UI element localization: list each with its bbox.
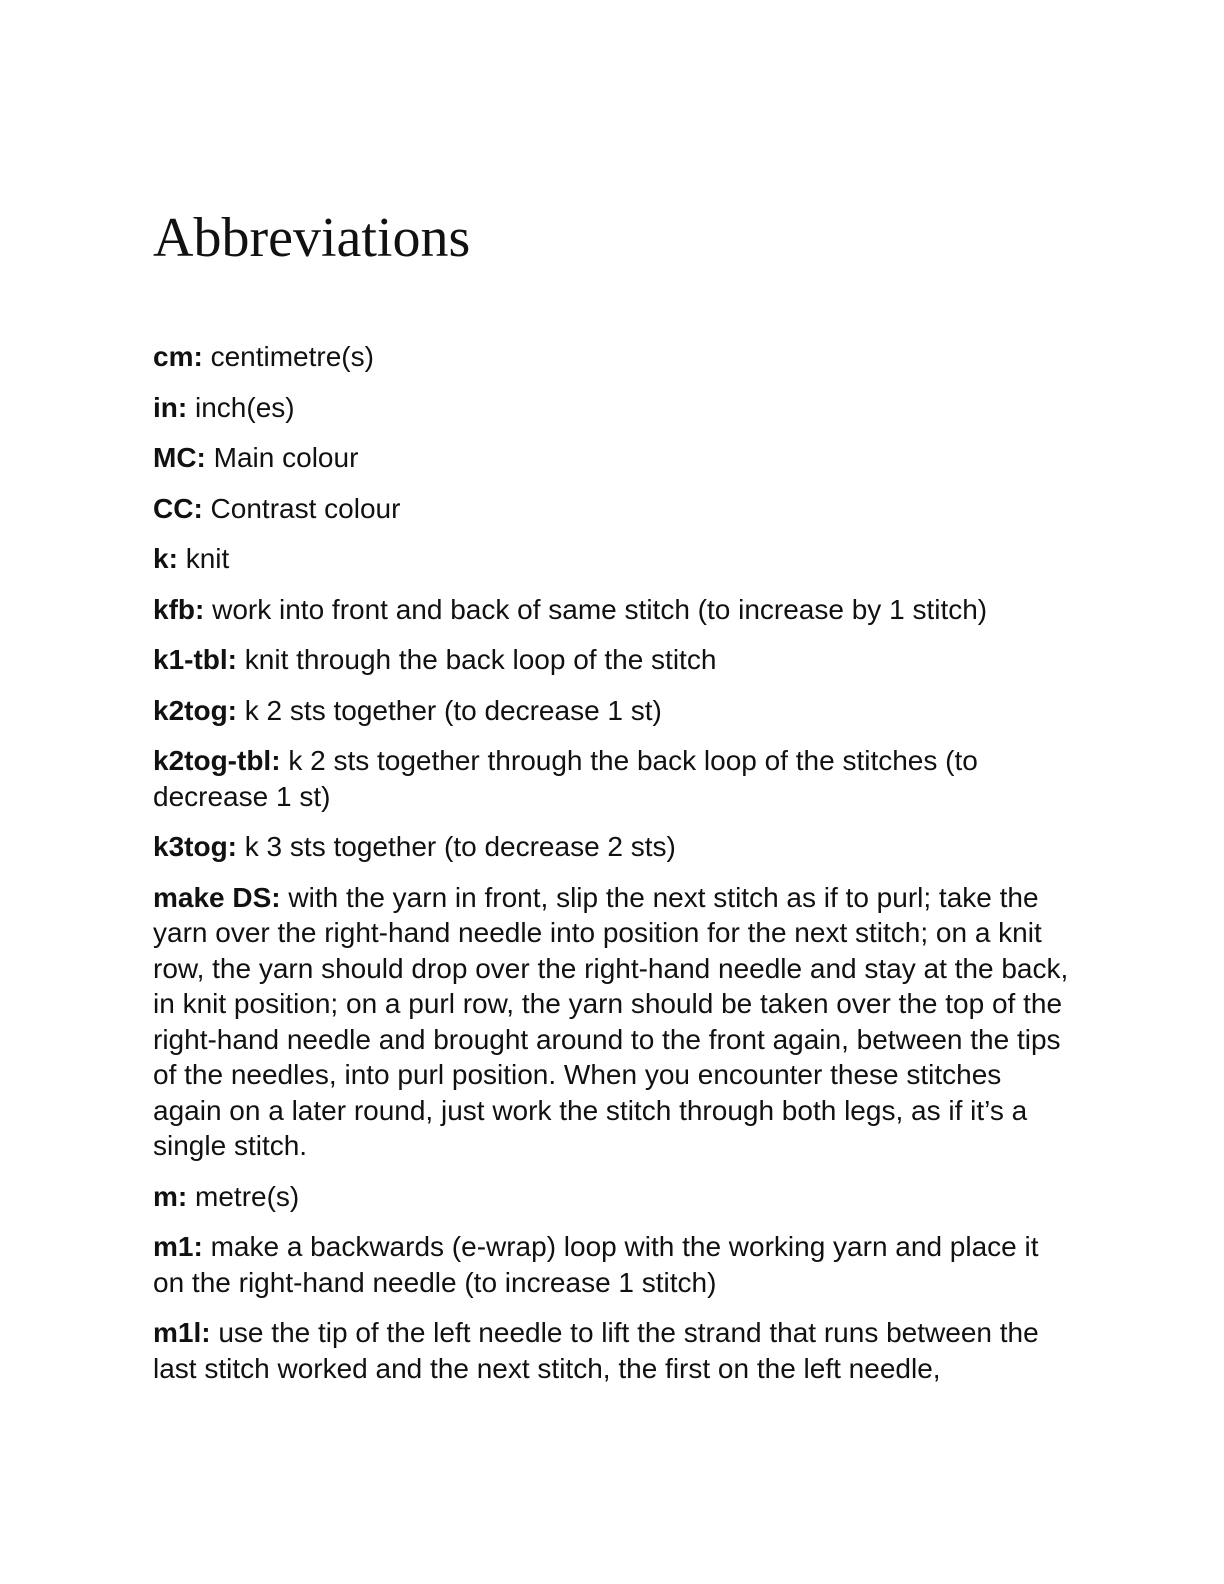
abbreviation-definition: Contrast colour <box>210 492 401 524</box>
abbreviation-entry-k <box>153 541 1073 577</box>
abbreviation-entry-k3tog <box>153 829 1073 865</box>
abbreviation-entry-cm <box>153 339 1073 375</box>
abbreviation-definition: with the yarn in front, slip the next stitch as if to purl; take the yarn over the right-hand needle into position for the next stitch; on a knit row, the yarn should drop over the right-hand needle and stay at the back, in knit position; on a purl row, the yarn should be taken over the top of the right-hand needle and brought around to the front again, between the tips of the needles, into purl position. When you encounter these stitches again on a later round, just work the stitch through both legs, as if it’s a single stitch. <box>153 881 1069 1161</box>
abbreviation-definition: knit through the back loop of the stitch <box>244 644 717 675</box>
abbreviation-entry-make-ds <box>153 880 1073 1164</box>
abbreviation-term: MC: <box>153 442 206 473</box>
abbreviation-definition: use the tip of the left needle to lift the strand that runs between the last stitch worked and the next stitch, the first on the left needle, <box>153 1317 1039 1384</box>
abbreviation-term: in: <box>153 391 188 423</box>
abbreviation-definition: k 3 sts together (to decrease 2 sts) <box>244 831 676 862</box>
abbreviation-entry-m1l <box>153 1315 1073 1386</box>
abbreviation-definition: inch(es) <box>195 391 295 423</box>
abbreviation-entry-cc <box>153 491 1073 527</box>
abbreviation-term: m1: <box>153 1231 203 1262</box>
abbreviation-list <box>153 339 1073 1386</box>
document-page <box>153 200 1073 1401</box>
abbreviation-definition: work into front and back of same stitch (to increase by 1 stitch) <box>212 593 988 625</box>
abbreviation-entry-in <box>153 390 1073 426</box>
abbreviation-entry-mc <box>153 440 1073 476</box>
abbreviation-definition: metre(s) <box>195 1180 300 1212</box>
abbreviation-entry-k2tog-tbl <box>153 743 1073 814</box>
abbreviation-term: cm: <box>153 341 203 372</box>
abbreviation-definition: make a backwards (e-wrap) loop with the working yarn and place it on the right-hand needle (to increase 1 stitch) <box>153 1231 1039 1298</box>
abbreviation-definition: knit <box>185 543 230 574</box>
abbreviation-definition: Main colour <box>213 442 359 473</box>
abbreviation-term: k: <box>153 543 178 574</box>
abbreviation-term: kfb: <box>153 593 205 625</box>
abbreviation-term: make DS: <box>153 881 281 913</box>
abbreviation-entry-k2tog <box>153 693 1073 729</box>
page-title: Abbreviations <box>153 207 471 269</box>
abbreviation-term: k2tog: <box>153 694 237 726</box>
abbreviation-term: k3tog: <box>153 831 237 862</box>
abbreviation-term: m: <box>153 1180 188 1212</box>
abbreviation-definition: k 2 sts together through the back loop of the stitches (to decrease 1 st) <box>153 745 978 812</box>
abbreviation-definition: k 2 sts together (to decrease 1 st) <box>244 694 662 726</box>
abbreviation-term: k1-tbl: <box>153 644 237 675</box>
abbreviation-definition: centimetre(s) <box>210 341 374 372</box>
abbreviation-entry-m1 <box>153 1229 1073 1300</box>
abbreviation-entry-k1-tbl <box>153 642 1073 678</box>
abbreviation-entry-kfb <box>153 592 1073 628</box>
abbreviation-term: m1l: <box>153 1317 211 1348</box>
abbreviation-entry-m <box>153 1179 1073 1215</box>
abbreviation-term: CC: <box>153 492 203 524</box>
abbreviation-term: k2tog-tbl: <box>153 745 281 776</box>
